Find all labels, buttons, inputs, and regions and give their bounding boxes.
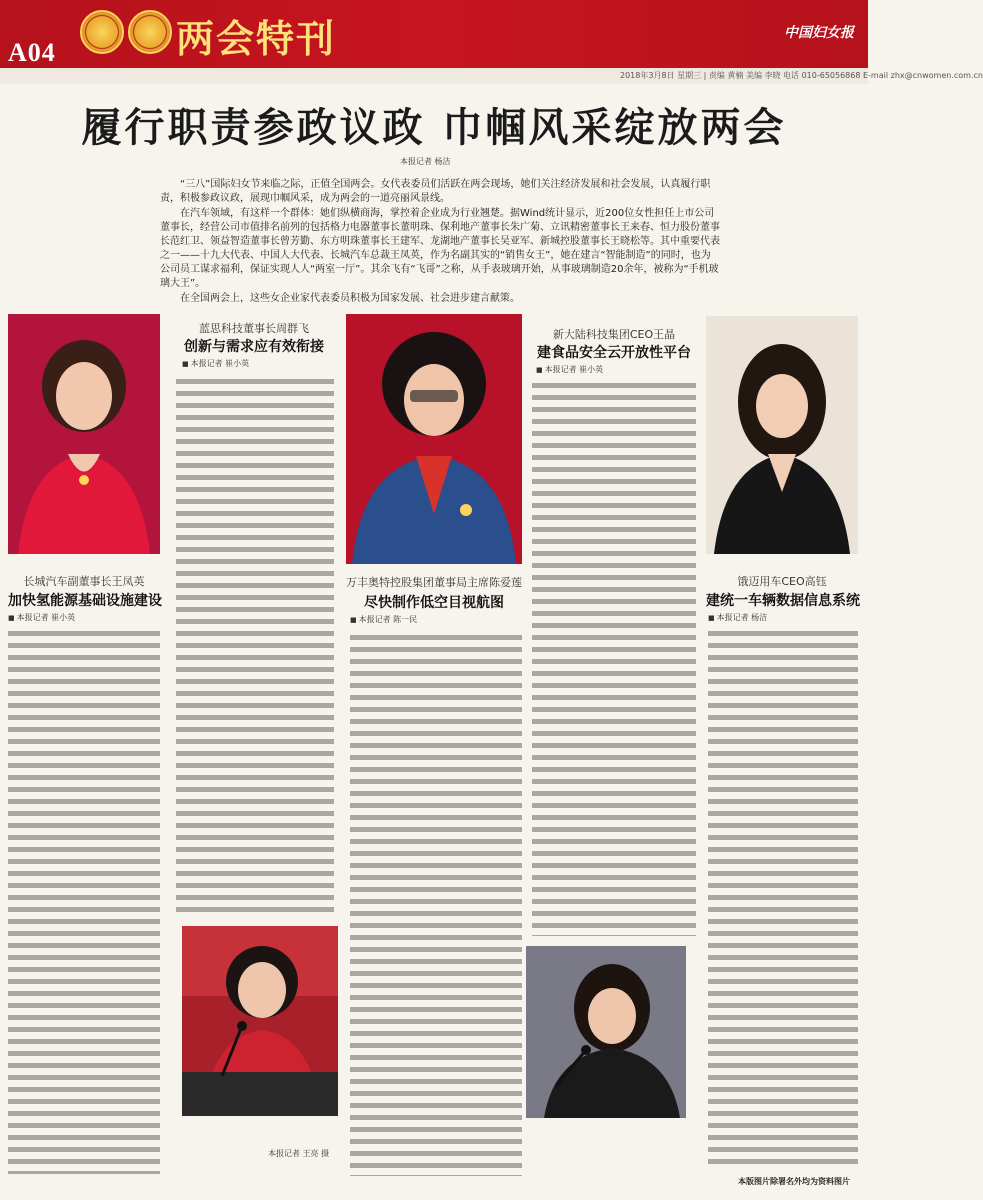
- top-byline: 本报记者 杨洁: [400, 157, 451, 166]
- photo-wang-jing-art: [526, 946, 686, 1118]
- article-wangjing-title: 建食品安全云开放性平台: [537, 345, 691, 361]
- portrait-gao-yu-art: [706, 316, 858, 554]
- article-wang-body: [8, 628, 160, 1174]
- article-wangjing-body: [532, 380, 696, 936]
- article-chen-title: 尽快制作低空目视航图: [364, 595, 504, 611]
- footer-note: 本版图片除署名外均为资料图片: [738, 1177, 850, 1186]
- article-zhou-byline: ■ 本报记者 崔小英: [182, 358, 249, 369]
- article-chen-body: [350, 632, 522, 1176]
- page-headline: 履行职责参政议政 巾帼风采绽放两会: [81, 105, 787, 151]
- article-wang-kicker: 长城汽车副董事长王凤英: [23, 575, 145, 588]
- article-chen-kicker: 万丰奥特控股集团董事局主席陈爱莲: [346, 576, 522, 589]
- article-gao-title: 建统一车辆数据信息系统: [706, 593, 860, 609]
- photo-zhou-qunfei-art: [182, 926, 338, 1116]
- article-zhou-kicker: 蓝思科技董事长周群飞: [199, 322, 309, 335]
- lead-paragraphs: [160, 178, 720, 307]
- portrait-wang-fengying-art: [8, 314, 160, 554]
- photo-caption: 本报记者 王亮 摄: [268, 1149, 330, 1158]
- lead-paragraph: 在汽车领域，有这样一个群体：她们纵横商海，掌控着企业成为行业翘楚。据Wind统计显示，近200位女性担任上市公司董事长，经营公司市值排名前列的包括格力电器董事长董明珠、保利地产董事长朱广菊、立讯精密董事长王来春、恒力股份董事长范红卫、领益智造董事长曾芳勤、东方明珠董事长王建军、龙湖地产董事长吴亚军、新城控股董事长王晓松等。其中重要代表之一——十九大代表、中国人大代表、长城汽车总裁王凤英，作为名副其实的“销售女王”，她在建言“智能制造”的同时，也为公司员工谋求福利，保证实现人人“两室一厅”。其余飞有“飞哥”之称，从手表玻璃开始，从事玻璃制造20余年，被称为“手机玻璃大王”。: [160, 208, 720, 289]
- article-zhou-title: 创新与需求应有效衔接: [184, 339, 324, 355]
- cppcc-emblem-icon: [80, 10, 124, 54]
- section-title: 两会特刊: [176, 17, 337, 61]
- portrait-gao-yu: [706, 316, 858, 554]
- article-gao-body: [708, 628, 858, 1166]
- article-gao-byline: ■ 本报记者 杨洁: [708, 612, 767, 623]
- issue-meta: 2018年3月8日 星期三 | 责编 黄楠 美编 李晓 电话 010-65056868 E-mail zhx@cnwomen.com.cn: [620, 71, 983, 80]
- article-wang-title: 加快氢能源基础设施建设: [8, 593, 162, 609]
- page-number: A04: [8, 38, 56, 67]
- lead-paragraph: 在全国两会上，这些女企业家代表委员积极为国家发展、社会进步建言献策。: [180, 293, 520, 304]
- paper-logo: 中国妇女报: [784, 25, 854, 41]
- article-chen-byline: ■ 本报记者 陈一民: [350, 614, 417, 625]
- npc-emblem-icon: [128, 10, 172, 54]
- section-header-band: [0, 0, 868, 68]
- article-wangjing-byline: ■ 本报记者 崔小英: [536, 364, 603, 375]
- portrait-chen-ailian-art: [346, 314, 522, 564]
- portrait-wang-fengying: [8, 314, 160, 554]
- article-wang-byline: ■ 本报记者 崔小英: [8, 612, 75, 623]
- photo-wang-jing: [526, 946, 686, 1118]
- portrait-chen-ailian: [346, 314, 522, 564]
- article-gao-kicker: 饿迈用车CEO高钰: [737, 575, 827, 588]
- lead-paragraph: “三八”国际妇女节来临之际，正值全国两会。女代表委员们活跃在两会现场，她们关注经济发展和社会发展，认真履行职责，积极参政议政，展现巾帼风采，成为两会的一道亮丽风景线。: [160, 179, 711, 204]
- article-wangjing-kicker: 新大陆科技集团CEO王晶: [552, 328, 676, 341]
- article-zhou-body: [176, 376, 334, 916]
- photo-zhou-qunfei: [182, 926, 338, 1116]
